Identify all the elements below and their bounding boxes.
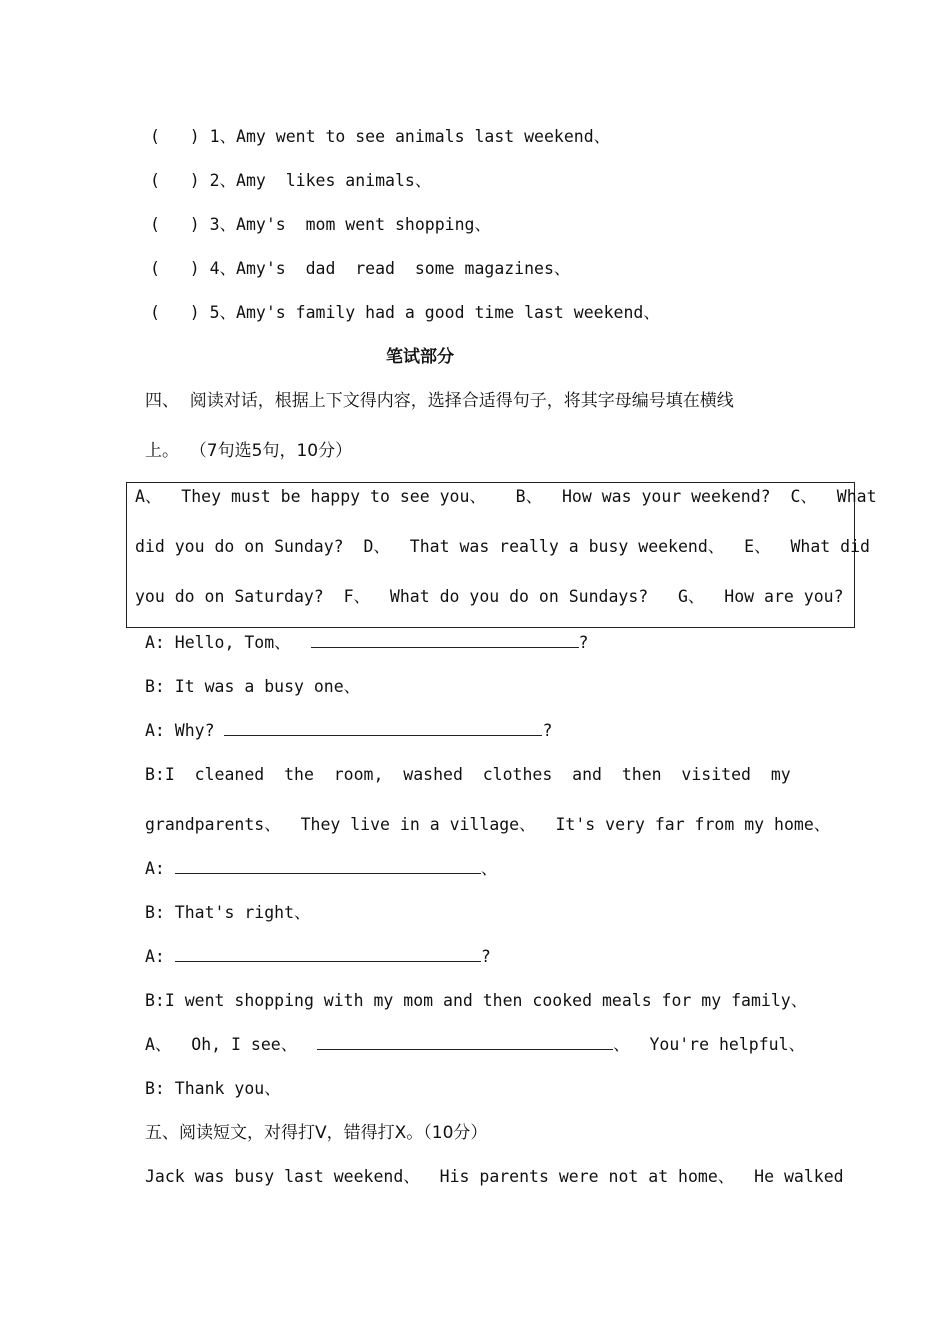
section4-instruction-line2: 上。 （7句选5句，10分） [145,441,353,461]
dialogue-line-6-end: 、 [480,859,498,878]
dialogue-line-1 [145,632,588,654]
dialogue-line-4: B:I cleaned the room, washed clothes and then visited my [145,765,791,784]
tf-item-2: ( ) 2、Amy likes animals、 [150,171,432,190]
answer-blank-1[interactable] [311,633,579,648]
dialogue-line-3-text: A: Why? [145,721,225,740]
dialogue-line-2: B: It was a busy one、 [145,677,361,696]
dialogue-line-8-end: ? [480,947,491,966]
answer-blank-4[interactable] [175,947,481,962]
options-row-2: did you do on Sunday? D、 That was really a busy weekend、 E、 What did [135,537,870,556]
tf-item-1: ( ) 1、Amy went to see animals last weekend、 [150,127,611,146]
answer-blank-2[interactable] [224,721,542,736]
tf-item-3: ( ) 3、Amy's mom went shopping、 [150,215,491,234]
dialogue-line-8 [145,946,491,968]
section5-instruction: 五、阅读短文，对得打V，错得打X。（10分） [145,1123,488,1143]
dialogue-line-11: B: Thank you、 [145,1079,281,1098]
dialogue-line-9: B:I went shopping with my mom and then cooked meals for my family、 [145,991,808,1010]
answer-blank-3[interactable] [175,859,481,874]
answer-blank-5[interactable] [317,1035,613,1050]
dialogue-line-6 [145,858,497,880]
dialogue-line-1-text: A: Hello, Tom、 [145,633,311,652]
dialogue-line-6-text: A: [145,859,175,878]
dialogue-line-10-text: A、 Oh, I see、 [145,1035,318,1054]
dialogue-line-10 [145,1034,805,1056]
passage-line-1: Jack was busy last weekend、 His parents were not at home、 He walked [145,1167,844,1186]
dialogue-line-1-end: ? [578,633,589,652]
tf-item-5: ( ) 5、Amy's family had a good time last weekend、 [150,303,660,322]
tf-item-4: ( ) 4、Amy's dad read some magazines、 [150,259,571,278]
dialogue-line-8-text: A: [145,947,175,966]
dialogue-line-10-end: 、 You're helpful、 [613,1035,806,1054]
dialogue-line-5: grandparents、 They live in a village、 It's very far from my home、 [145,815,831,834]
dialogue-line-3 [145,720,552,742]
options-row-3: you do on Saturday? F、 What do you do on Sundays? G、 How are you? [135,587,844,606]
section4-instruction-line1: 四、 阅读对话，根据上下文得内容，选择合适得句子，将其字母编号填在横线 [145,391,734,411]
dialogue-line-7: B: That's right、 [145,903,311,922]
options-row-1: A、 They must be happy to see you、 B、 How was your weekend? C、 What [135,487,877,506]
options-box [126,482,877,628]
dialogue-line-3-end: ? [542,721,553,740]
section-heading: 笔试部分 [386,347,454,367]
